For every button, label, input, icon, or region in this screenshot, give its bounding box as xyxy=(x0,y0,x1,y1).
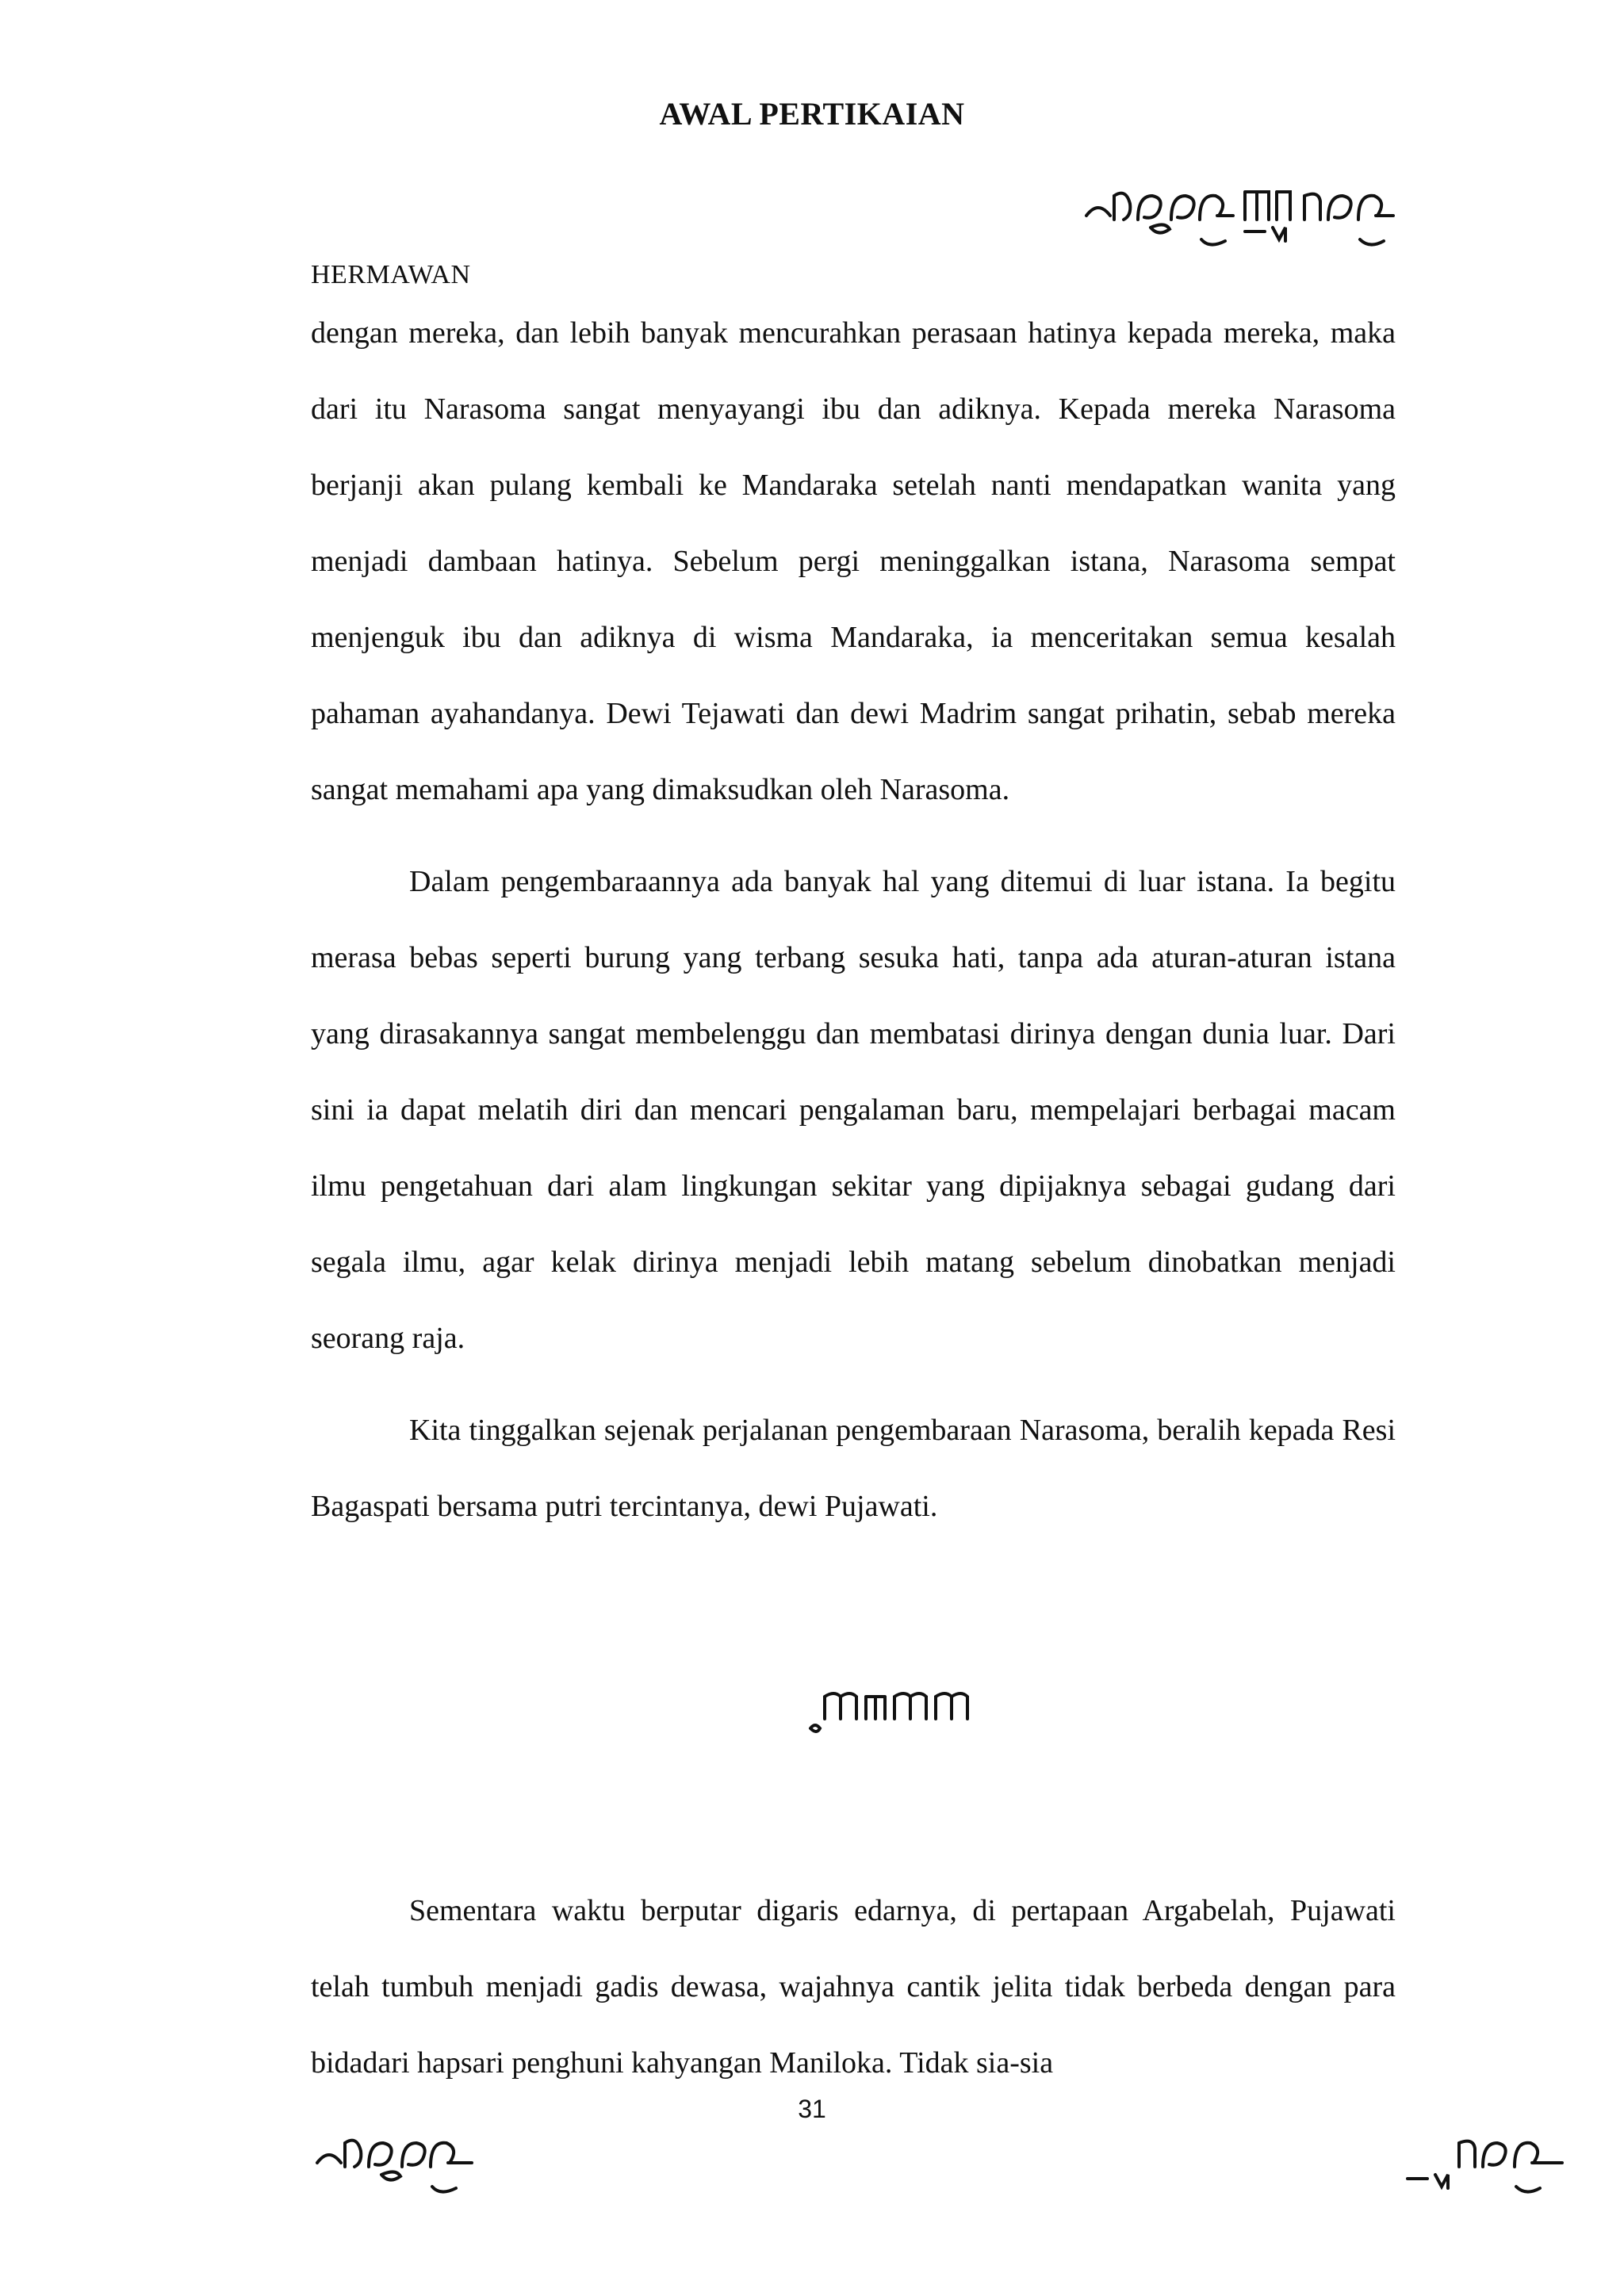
paragraph-3: Kita tinggalkan sejenak perjalanan pengembaraan Narasoma, beralih kepada Resi Bagaspati bersama putri tercintanya, dewi Pujawati. xyxy=(311,1414,1396,1523)
page-title: AWAL PERTIKAIAN xyxy=(659,96,965,132)
paragraph-2: Dalam pengembaraannya ada banyak hal yang ditemui di luar istana. Ia begitu merasa bebas seperti burung yang terbang sesuka hati, tanpa ada aturan-aturan istana yang dirasakannya sangat membelenggu dan membatasi dirinya dengan dunia luar. Dari sini ia dapat melatih diri dan mencari pengalaman baru, mempelajari berbagai macam ilmu pengetahuan dari alam lingkungan sekitar yang dipijaknya sebagai gudang dari segala ilmu, agar kelak dirinya menjadi lebih matang sebelum dinobatkan menjadi seorang raja. xyxy=(311,865,1396,1355)
paragraph-4: Sementara waktu berputar digaris edarnya, di pertapaan Argabelah, Pujawati telah tumbuh menjadi gadis dewasa, wajahnya cantik jelita tidak berbeda dengan para bidadari hapsari penghuni kahyangan Maniloka. Tidak sia-sia xyxy=(311,1894,1396,2080)
divider-ornament-icon xyxy=(793,1687,991,1743)
footer-right-ornament-icon xyxy=(1404,2131,1578,2202)
author-name: HERMAWAN xyxy=(311,260,471,289)
body-text-upper xyxy=(311,295,1396,1544)
page-number: 31 xyxy=(798,2095,826,2123)
body-text-lower xyxy=(311,1873,1396,2101)
header-ornament-icon xyxy=(1082,184,1400,263)
footer-left-ornament-icon xyxy=(313,2131,488,2202)
paragraph-1: dengan mereka, dan lebih banyak mencurahkan perasaan hatinya kepada mereka, maka dari itu Narasoma sangat menyayangi ibu dan adiknya. Kepada mereka Narasoma berjanji akan pulang kembali ke Mandaraka setelah nanti mendapatkan wanita yang menjadi dambaan hatinya. Sebelum pergi meninggalkan istana, Narasoma sempat menjenguk ibu dan adiknya di wisma Mandaraka, ia menceritakan semua kesalah pahaman ayahandanya. Dewi Tejawati dan dewi Madrim sangat prihatin, sebab mereka sangat memahami apa yang dimaksudkan oleh Narasoma. xyxy=(311,316,1396,806)
